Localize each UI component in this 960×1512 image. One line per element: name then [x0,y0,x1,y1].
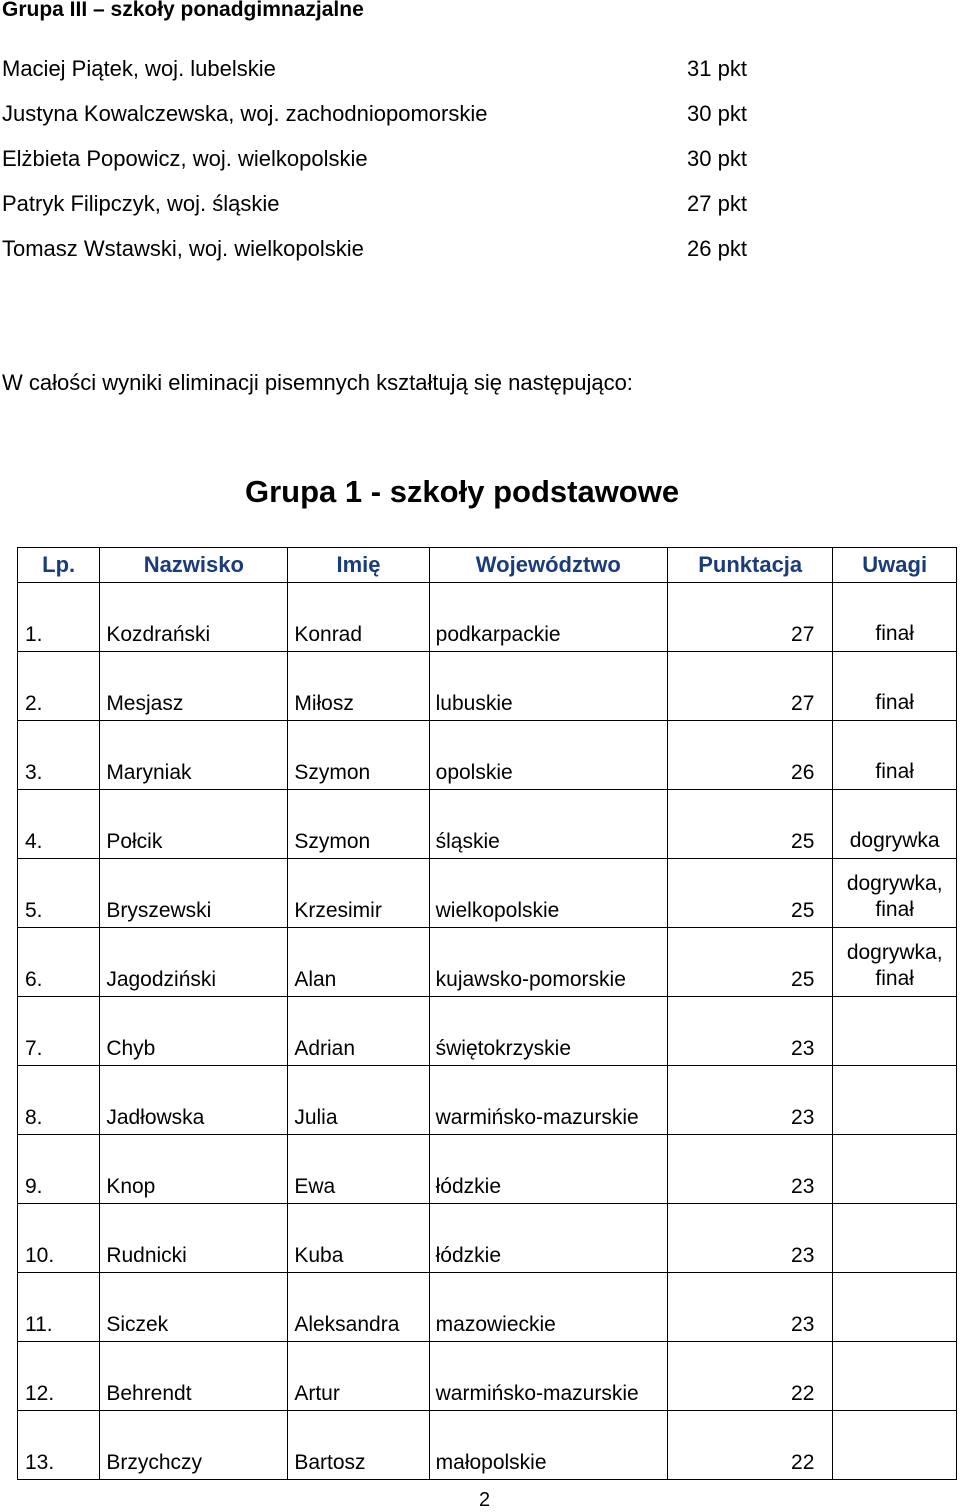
cell-uwagi: dogrywka [833,790,957,859]
winner-points: 26 pkt [687,236,747,261]
cell-punktacja: 23 [668,1273,833,1342]
page-number: 2 [479,1489,491,1511]
cell-imie: Miłosz [288,652,429,721]
cell-uwagi: dogrywka, finał [833,928,957,997]
cell-imie: Krzesimir [288,859,429,928]
cell-uwagi: dogrywka, finał [833,859,957,928]
cell-lp: 10. [18,1204,100,1273]
results-table [17,547,957,1480]
cell-imie: Szymon [288,721,429,790]
cell-lp: 9. [18,1135,100,1204]
column-header-nazwisko: Nazwisko [100,548,288,583]
cell-wojewodztwo: łódzkie [429,1204,667,1273]
cell-punktacja: 23 [668,1135,833,1204]
cell-imie: Alan [288,928,429,997]
column-header-lp: Lp. [18,548,100,583]
cell-nazwisko: Knop [100,1135,288,1204]
cell-wojewodztwo: opolskie [429,721,667,790]
cell-lp: 1. [18,583,100,652]
column-header-imie: Imię [288,548,429,583]
cell-uwagi [833,1204,957,1273]
cell-wojewodztwo: śląskie [429,790,667,859]
cell-punktacja: 25 [668,928,833,997]
cell-lp: 5. [18,859,100,928]
cell-punktacja: 27 [668,652,833,721]
cell-nazwisko: Połcik [100,790,288,859]
cell-wojewodztwo: lubuskie [429,652,667,721]
table-row [18,859,957,928]
cell-punktacja: 22 [668,1411,833,1480]
cell-imie: Aleksandra [288,1273,429,1342]
winner-points: 27 pkt [687,191,747,216]
cell-wojewodztwo: świętokrzyskie [429,997,667,1066]
list-item [0,94,960,139]
cell-imie: Konrad [288,583,429,652]
cell-wojewodztwo: warmińsko-mazurskie [429,1342,667,1411]
list-item [0,229,960,274]
cell-nazwisko: Kozdrański [100,583,288,652]
top-results-list [0,49,960,274]
cell-lp: 4. [18,790,100,859]
cell-wojewodztwo: podkarpackie [429,583,667,652]
cell-nazwisko: Jagodziński [100,928,288,997]
winner-name: Justyna Kowalczewska, woj. zachodniopomorskie [2,101,488,126]
cell-uwagi [833,1342,957,1411]
cell-uwagi: finał [833,652,957,721]
column-header-punktacja: Punktacja [668,548,833,583]
cell-wojewodztwo: kujawsko-pomorskie [429,928,667,997]
section-heading: Grupa III – szkoły ponadgimnazjalne [2,0,364,21]
cell-lp: 12. [18,1342,100,1411]
cell-nazwisko: Chyb [100,997,288,1066]
table-row [18,790,957,859]
winner-points: 30 pkt [687,146,747,171]
cell-wojewodztwo: wielkopolskie [429,859,667,928]
cell-punktacja: 23 [668,997,833,1066]
cell-punktacja: 23 [668,1066,833,1135]
column-header-wojewodztwo: Województwo [429,548,667,583]
cell-imie: Ewa [288,1135,429,1204]
cell-lp: 2. [18,652,100,721]
table-row [18,1273,957,1342]
cell-nazwisko: Brzychczy [100,1411,288,1480]
cell-wojewodztwo: mazowieckie [429,1273,667,1342]
cell-uwagi [833,1273,957,1342]
cell-lp: 8. [18,1066,100,1135]
table-row [18,583,957,652]
cell-imie: Artur [288,1342,429,1411]
table-row [18,652,957,721]
cell-punktacja: 27 [668,583,833,652]
list-item [0,49,960,94]
winner-name: Elżbieta Popowicz, woj. wielkopolskie [2,146,368,171]
cell-wojewodztwo: łódzkie [429,1135,667,1204]
table-row [18,1066,957,1135]
cell-lp: 13. [18,1411,100,1480]
column-header-uwagi: Uwagi [833,548,957,583]
table-row [18,928,957,997]
cell-lp: 7. [18,997,100,1066]
cell-nazwisko: Mesjasz [100,652,288,721]
cell-imie: Adrian [288,997,429,1066]
cell-punktacja: 25 [668,790,833,859]
winner-name: Tomasz Wstawski, woj. wielkopolskie [2,236,364,261]
cell-imie: Julia [288,1066,429,1135]
cell-lp: 6. [18,928,100,997]
intro-paragraph: W całości wyniki eliminacji pisemnych kształtują się następująco: [2,370,633,395]
cell-punktacja: 23 [668,1204,833,1273]
table-row [18,1411,957,1480]
cell-lp: 3. [18,721,100,790]
cell-nazwisko: Jadłowska [100,1066,288,1135]
cell-uwagi: finał [833,721,957,790]
table-title: Grupa 1 - szkoły podstawowe [245,474,680,509]
table-row [18,1342,957,1411]
cell-imie: Kuba [288,1204,429,1273]
cell-uwagi [833,1066,957,1135]
cell-uwagi [833,997,957,1066]
cell-nazwisko: Rudnicki [100,1204,288,1273]
cell-uwagi: finał [833,583,957,652]
cell-punktacja: 22 [668,1342,833,1411]
cell-nazwisko: Bryszewski [100,859,288,928]
cell-wojewodztwo: warmińsko-mazurskie [429,1066,667,1135]
winner-name: Maciej Piątek, woj. lubelskie [2,56,276,81]
cell-lp: 11. [18,1273,100,1342]
cell-punktacja: 26 [668,721,833,790]
cell-nazwisko: Siczek [100,1273,288,1342]
table-row [18,997,957,1066]
table-header-row [18,548,957,583]
list-item [0,184,960,229]
table-row [18,1204,957,1273]
cell-imie: Szymon [288,790,429,859]
winner-points: 30 pkt [687,101,747,126]
list-item [0,139,960,184]
cell-imie: Bartosz [288,1411,429,1480]
cell-uwagi [833,1411,957,1480]
winner-name: Patryk Filipczyk, woj. śląskie [2,191,280,216]
cell-punktacja: 25 [668,859,833,928]
table-row [18,1135,957,1204]
cell-wojewodztwo: małopolskie [429,1411,667,1480]
table-row [18,721,957,790]
cell-nazwisko: Maryniak [100,721,288,790]
winner-points: 31 pkt [687,56,747,81]
cell-nazwisko: Behrendt [100,1342,288,1411]
cell-uwagi [833,1135,957,1204]
